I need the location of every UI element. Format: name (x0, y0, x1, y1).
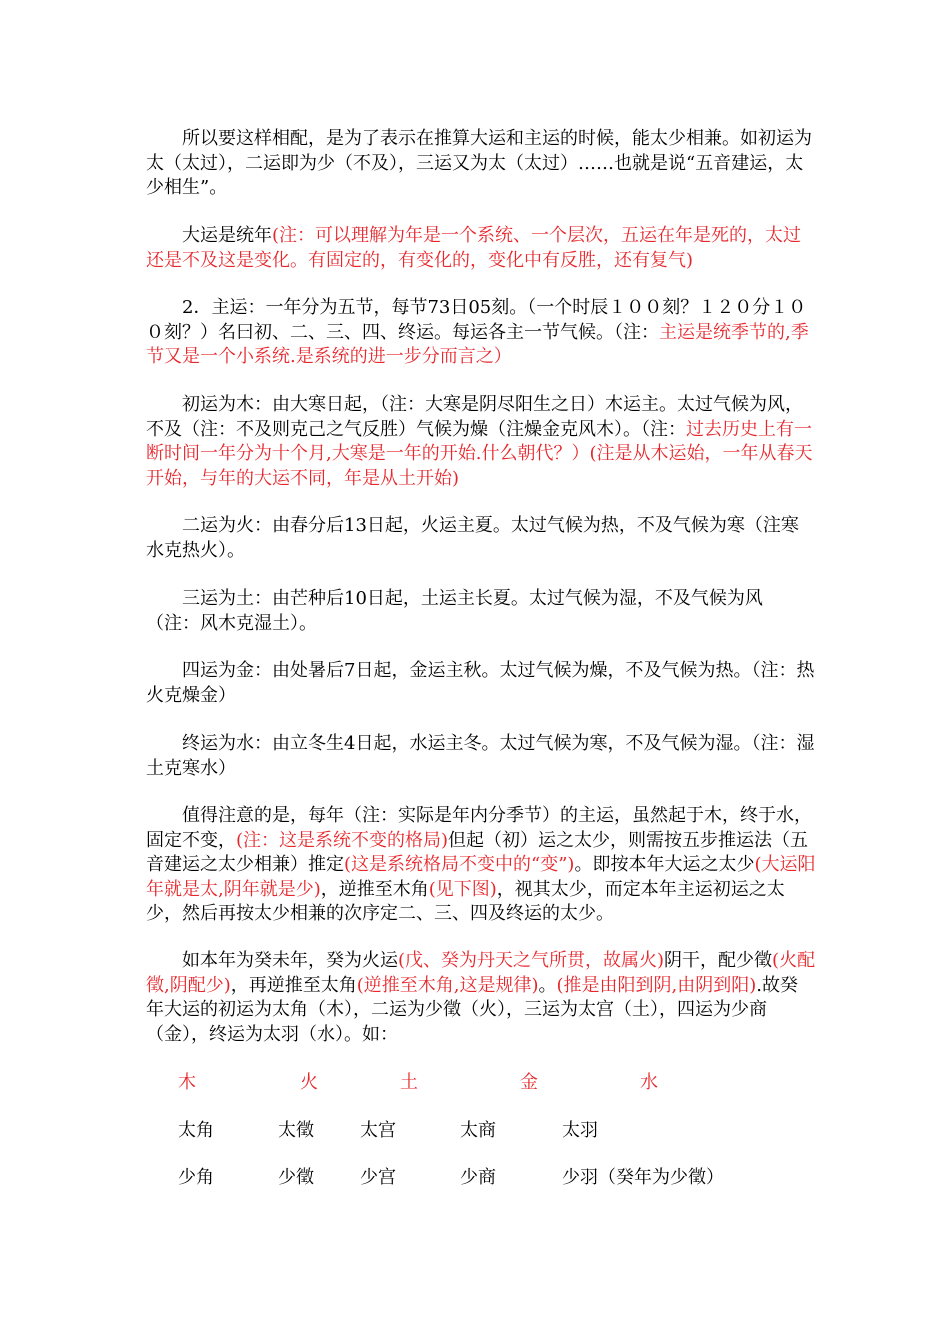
note-text: (戊、癸为丹天之气所贯，故属火) (398, 950, 665, 971)
note-text: (推是由阳到阴,由阴到阳) (556, 974, 757, 996)
table-row-tai (0, 1119, 950, 1143)
body-text: 四运为金：由处暑后7日起，金运主秋。太过气候为燥，不及气候为热。（注：热火克燥金） (146, 660, 815, 706)
table-row-shao (0, 1166, 950, 1190)
body-text: 初运为木：由大寒日起，（注：大寒是阴尽阳生之日）木运主。太过气候为风，不及（注：不及则克己之气反胜）气候为燥（注燥金克风木）。（注： (146, 394, 803, 440)
table-cell: 少宫 (360, 1167, 396, 1188)
table-cell: 少商 (460, 1167, 496, 1188)
paragraph-taishao (146, 127, 816, 201)
table-cell: 水 (640, 1072, 658, 1093)
body-text: 二运为火：由春分后13日起，火运主夏。太过气候为热，不及气候为寒（注寒水克热火）。 (146, 515, 799, 561)
paragraph-dayun (146, 224, 816, 273)
body-text: 所以要这样相配，是为了表示在推算大运和主运的时候，能太少相兼。如初运为太（太过），二运即为少（不及），三运又为太（太过）……也就是说“五音建运，太少相生”。 (146, 128, 812, 198)
table-cell: 太羽 (562, 1120, 598, 1141)
note-text: (注：可以理解为年是一个系统、一个层次，五运在年是死的，太过还是不及这是变化。有固定的，有变化的，变化中有反胜，还有复气) (146, 225, 802, 271)
table-cell: 少徵 (278, 1167, 314, 1188)
body-text: 。即按本年大运之太少 (574, 854, 755, 875)
body-text: 如本年为癸未年，癸为火运 (182, 950, 398, 971)
paragraph-zhongyun-water (146, 732, 816, 781)
table-cell: 太宫 (360, 1120, 396, 1141)
paragraph-eryun-fire (146, 514, 816, 563)
note-text: (这是系统格局不变中的“变”) (344, 854, 575, 875)
note-text: (大运阳年就是太,阴年就是少) (146, 854, 816, 900)
note-text: 过去历史上有一断时间一年分为十个月,大寒是一年的开始.什么朝代？）(注是从木运始，一年从春天开始，与年的大运不同，年是从土开始) (146, 418, 813, 489)
paragraph-chuyun-wood (146, 393, 816, 491)
body-text: ，逆推至木角 (320, 878, 429, 900)
table-cell: 少角 (178, 1167, 214, 1188)
body-text: .故癸年大运的初运为太角（木），二运为少徵（火），三运为太宫（土），四运为少商（金），终运为太羽（水）。如： (146, 974, 799, 1045)
table-cell: 金 (520, 1072, 538, 1093)
body-text: 。 (538, 974, 557, 996)
body-text: 终运为水：由立冬生4日起，水运主冬。太过气候为寒，不及气候为湿。（注：湿土克寒水） (146, 733, 815, 779)
body-text: ，视其太少，而定本年主运初运之太少，然后再按太少相兼的次序定二、三、四及终运的太少。 (146, 878, 785, 924)
table-cell: 太徵 (278, 1120, 314, 1141)
note-text: (逆推至木角,这是规律) (356, 974, 539, 996)
table-row-elements (0, 1071, 950, 1095)
table-cell: 少羽（癸年为少徵） (562, 1167, 724, 1188)
table-cell: 木 (178, 1072, 196, 1093)
table-cell: 火 (300, 1072, 318, 1093)
body-text: 大运是统年 (182, 225, 272, 246)
paragraph-siyun-metal (146, 659, 816, 708)
body-text: ，再逆推至太角 (230, 974, 357, 996)
note-text: (见下图) (428, 878, 497, 900)
note-text: 主运是统季节的,季节又是一个小系统.是系统的进一步分而言之） (146, 321, 809, 367)
paragraph-sanyun-earth (146, 587, 816, 636)
table-cell: 土 (400, 1072, 418, 1093)
table-cell: 太角 (178, 1120, 214, 1141)
body-text: 2．主运：一年分为五节，每节73日05刻。（一个时辰１００刻？１２０分１００刻？）名曰初、二、三、四、终运。每运各主一节气候。（注： (146, 297, 807, 343)
body-text: 值得注意的是，每年（注：实际是年内分季节）的主运，虽然起于木，终于水，固定不变， (146, 805, 812, 851)
body-text: 但起（初）运之太少，则需按五步推运法（五音建运之太少相兼）推定 (146, 829, 809, 875)
body-text: 阴干，配少徵 (664, 950, 773, 971)
note-text: (火配徵,阴配少) (146, 950, 816, 996)
note-text: (注：这是系统不变的格局) (236, 829, 449, 851)
table-cell: 太商 (460, 1120, 496, 1141)
body-text: 三运为土：由芒种后10日起，土运主长夏。太过气候为湿，不及气候为风（注：风木克湿土）。 (146, 588, 763, 634)
paragraph-guiwei-example (146, 949, 816, 1047)
paragraph-note-fixed (146, 804, 816, 927)
paragraph-zhuyun (146, 296, 816, 370)
